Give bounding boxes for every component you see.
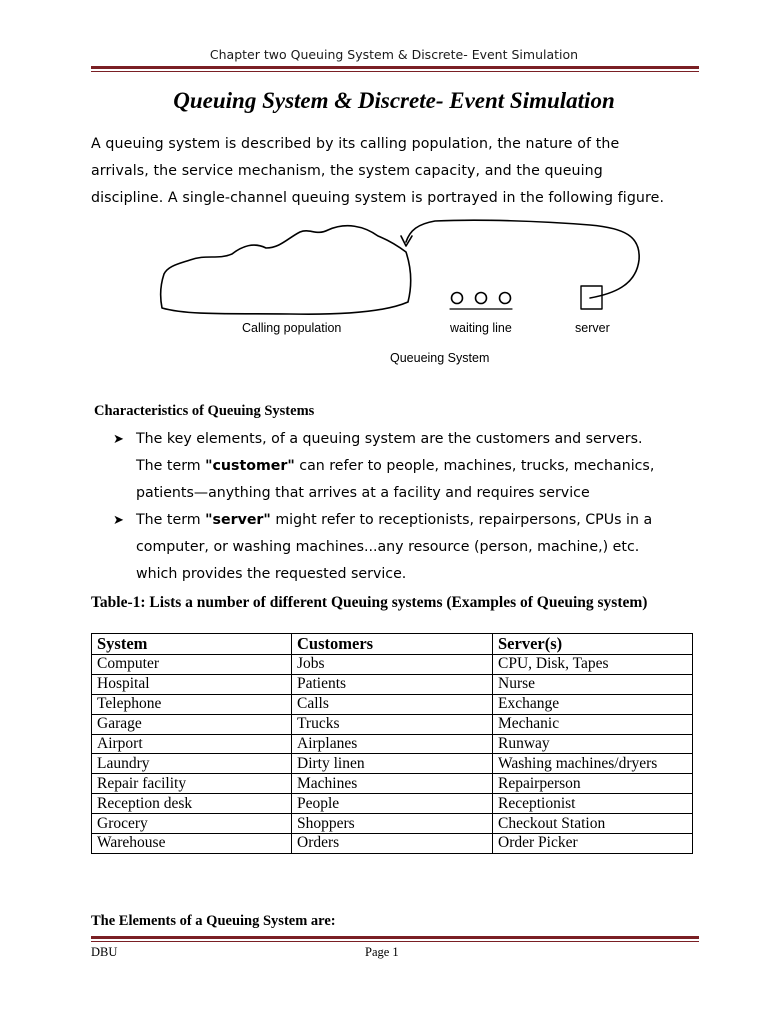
cell-system: Laundry xyxy=(92,754,292,774)
cell-customers: Patients xyxy=(292,674,493,694)
cell-system: Computer xyxy=(92,655,292,675)
intro-line: A queuing system is described by its calling population, the nature of the xyxy=(91,136,620,152)
bullet-arrow-icon: ➤ xyxy=(113,513,124,528)
cell-system: Airport xyxy=(92,734,292,754)
queueing-system-figure xyxy=(150,216,650,366)
column-header-system: System xyxy=(92,634,292,655)
footer-rule-thick xyxy=(91,936,699,939)
cell-customers: Calls xyxy=(292,694,493,714)
table-row xyxy=(92,834,693,854)
cell-customers: Dirty linen xyxy=(292,754,493,774)
cell-servers: Washing machines/dryers xyxy=(493,754,693,774)
server-label: server xyxy=(575,321,610,335)
table-row xyxy=(92,655,693,675)
table-row xyxy=(92,734,693,754)
page-number: Page 1 xyxy=(365,945,399,959)
table-row xyxy=(92,774,693,794)
cell-system: Hospital xyxy=(92,674,292,694)
cell-servers: Checkout Station xyxy=(493,814,693,834)
waiting-customer-icon xyxy=(452,293,463,304)
calling-population-shape xyxy=(161,226,411,314)
cell-system: Telephone xyxy=(92,694,292,714)
characteristics-heading: Characteristics of Queuing Systems xyxy=(94,403,315,419)
waiting-customer-icon xyxy=(500,293,511,304)
intro-line: discipline. A single-channel queuing system is portrayed in the following figure. xyxy=(91,190,665,206)
cell-customers: People xyxy=(292,794,493,814)
bullet-line: The term "customer" can refer to people, machines, trucks, mechanics, xyxy=(136,458,655,474)
cell-customers: Jobs xyxy=(292,655,493,675)
term-server: "server" xyxy=(205,512,271,528)
cell-system: Grocery xyxy=(92,814,292,834)
table-row xyxy=(92,754,693,774)
cell-system: Repair facility xyxy=(92,774,292,794)
header-rule-thick xyxy=(91,66,699,69)
bullet-line: which provides the requested service. xyxy=(136,566,407,582)
cell-customers: Trucks xyxy=(292,714,493,734)
list-item xyxy=(110,507,710,588)
header-rule-thin xyxy=(91,71,699,72)
cell-servers: Mechanic xyxy=(493,714,693,734)
footer-rule-thin xyxy=(91,941,699,942)
waiting-line-label: waiting line xyxy=(450,321,512,335)
cell-system: Warehouse xyxy=(92,834,292,854)
cell-system: Garage xyxy=(92,714,292,734)
intro-paragraph xyxy=(91,131,701,212)
queuing-systems-table xyxy=(91,633,693,854)
cell-servers: Repairperson xyxy=(493,774,693,794)
waiting-customer-icon xyxy=(476,293,487,304)
figure-caption: Queueing System xyxy=(390,351,490,365)
characteristics-list xyxy=(110,426,710,588)
table-caption: Table-1: Lists a number of different Queuing systems (Examples of Queuing system) xyxy=(91,594,648,611)
table-row xyxy=(92,694,693,714)
footer-organization: DBU xyxy=(91,945,118,959)
document-title: Queuing System & Discrete- Event Simulation xyxy=(173,88,615,113)
list-item xyxy=(110,426,710,507)
elements-heading: The Elements of a Queuing System are: xyxy=(91,913,336,929)
bullet-line: computer, or washing machines...any resource (person, machine,) etc. xyxy=(136,539,640,555)
cell-servers: Exchange xyxy=(493,694,693,714)
column-header-customers: Customers xyxy=(292,634,493,655)
bullet-line: patients—anything that arrives at a facility and requires service xyxy=(136,485,590,501)
cell-system: Reception desk xyxy=(92,794,292,814)
table-row xyxy=(92,814,693,834)
table-row xyxy=(92,794,693,814)
intro-line: arrivals, the service mechanism, the system capacity, and the queuing xyxy=(91,163,603,179)
table-row xyxy=(92,674,693,694)
term-customer: "customer" xyxy=(205,458,295,474)
cell-servers: Nurse xyxy=(493,674,693,694)
cell-servers: CPU, Disk, Tapes xyxy=(493,655,693,675)
bullet-line: The key elements, of a queuing system are the customers and servers. xyxy=(136,431,643,447)
cell-servers: Receptionist xyxy=(493,794,693,814)
return-arrow-path xyxy=(406,220,639,298)
bullet-line: The term "server" might refer to receptionists, repairpersons, CPUs in a xyxy=(136,512,653,528)
cell-customers: Machines xyxy=(292,774,493,794)
table-header-row xyxy=(92,634,693,655)
column-header-servers: Server(s) xyxy=(493,634,693,655)
calling-population-label: Calling population xyxy=(242,321,342,335)
cell-servers: Order Picker xyxy=(493,834,693,854)
bullet-arrow-icon: ➤ xyxy=(113,432,124,447)
cell-customers: Airplanes xyxy=(292,734,493,754)
cell-servers: Runway xyxy=(493,734,693,754)
table-row xyxy=(92,714,693,734)
cell-customers: Orders xyxy=(292,834,493,854)
cell-customers: Shoppers xyxy=(292,814,493,834)
running-header: Chapter two Queuing System & Discrete- Event Simulation xyxy=(209,47,579,62)
